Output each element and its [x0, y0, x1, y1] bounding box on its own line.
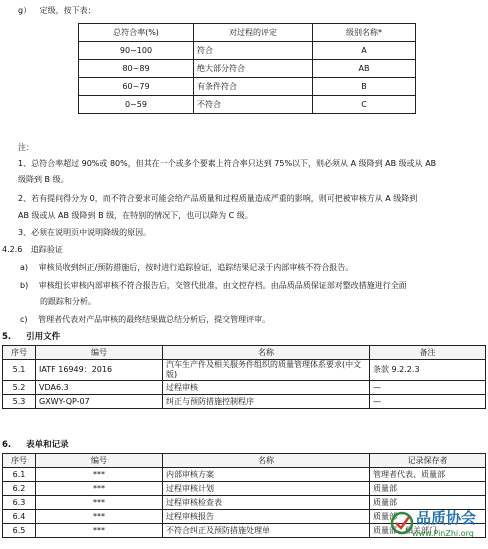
grading-intro — [18, 6, 96, 16]
rec-cell: 质量部 — [370, 482, 486, 496]
rec-cell: 质量部 — [370, 496, 486, 510]
ref-cell: — — [370, 381, 486, 395]
section-426-title: 追踪验证 — [30, 245, 63, 254]
rec-cell: 6.5 — [3, 524, 36, 538]
rec-cell: 管理者代表、质量部 — [370, 468, 486, 482]
rec-cell: *** — [36, 468, 163, 482]
rec-cell: *** — [36, 482, 163, 496]
grading-cell: 90~100 — [79, 42, 194, 60]
section-426-heading — [2, 245, 63, 255]
table-row — [3, 395, 486, 409]
table-row — [3, 468, 486, 482]
records-table-header — [3, 454, 486, 468]
grading-header-assessment: 对过程的评定 — [194, 24, 313, 42]
ref-header-no: 序号 — [3, 346, 36, 360]
section-5-title: 引用文件 — [26, 332, 61, 342]
table-row — [79, 78, 416, 96]
table-row — [79, 60, 416, 78]
grading-cell: 绝大部分符合 — [194, 60, 313, 78]
ref-cell: 过程审核 — [163, 381, 370, 395]
rec-cell: 过程审核计划 — [163, 482, 370, 496]
ref-cell: GXWY-QP-07 — [36, 395, 163, 409]
section-6-heading — [2, 440, 69, 451]
rec-cell: 内部审核方案 — [163, 468, 370, 482]
grading-header-level: 级别名称* — [313, 24, 416, 42]
table-row — [79, 42, 416, 60]
list-item — [20, 315, 270, 325]
list-item — [20, 263, 353, 273]
ref-cell: 汽车生产件及相关服务件组织的质量管理体系要求(中文版) — [163, 360, 370, 381]
grading-intro-marker: g） — [18, 6, 32, 15]
rec-header-code: 编号 — [36, 454, 163, 468]
ref-cell: — — [370, 395, 486, 409]
rec-cell: 质量部 — [370, 510, 486, 524]
rec-cell: *** — [36, 510, 163, 524]
list-text: 审核员收到纠正/预防措施后，按时进行追踪验证，追踪结果记录于内部审核不符合报告。 — [38, 263, 354, 272]
list-continuation: 的跟踪和分析。 — [40, 297, 96, 306]
ref-cell: 5.1 — [3, 360, 36, 381]
section-6-title: 表单和记录 — [26, 440, 69, 450]
rec-cell: 6.3 — [3, 496, 36, 510]
rec-cell: 6.1 — [3, 468, 36, 482]
ref-cell: 5.2 — [3, 381, 36, 395]
ref-header-remark: 备注 — [370, 346, 486, 360]
watermark-url: www.PinZhi.org — [412, 529, 474, 538]
list-marker: a) — [20, 263, 29, 272]
note-line: 级降到 B 级。 — [18, 175, 69, 184]
ref-cell: IATF 16949：2016 — [36, 360, 163, 381]
list-marker: c) — [20, 315, 28, 324]
ref-cell: VDA6.3 — [36, 381, 163, 395]
notes-title: 注： — [18, 143, 34, 152]
rec-cell: *** — [36, 524, 163, 538]
note-line: 1、总符合率超过 90%或 80%，但其在一个或多个要素上符合率只达到 75%以下，则必须从 A 级降到 AB 级或从 AB — [18, 159, 437, 168]
grading-cell: 80~89 — [79, 60, 194, 78]
ref-header-name: 名称 — [163, 346, 370, 360]
rec-header-name: 名称 — [163, 454, 370, 468]
rec-cell: 过程审核检查表 — [163, 496, 370, 510]
table-row — [3, 482, 486, 496]
ref-header-code: 编号 — [36, 346, 163, 360]
grading-cell: AB — [313, 60, 416, 78]
watermark-logo — [390, 505, 482, 545]
table-row — [3, 381, 486, 395]
list-item — [20, 281, 407, 291]
grading-cell: 60~79 — [79, 78, 194, 96]
table-row — [79, 96, 416, 114]
reference-table-header — [3, 346, 486, 360]
list-text: 审核组长审核内部审核不符合报告后，交管代批准，由文控存档。由品质品质保证部对整改措施进行全面 — [38, 281, 407, 290]
table-row — [3, 360, 486, 381]
ref-cell: 纠正与预防措施控制程序 — [163, 395, 370, 409]
rec-cell: 6.4 — [3, 510, 36, 524]
grading-cell: A — [313, 42, 416, 60]
rec-header-keeper: 记录保存者 — [370, 454, 486, 468]
note-line: 2、若有提问得分为 0，而不符合要求可能会给产品质量和过程质量造成严重的影响，则可把被审核方从 A 级降到 — [18, 194, 418, 203]
grading-cell: 有条件符合 — [194, 78, 313, 96]
reference-table — [2, 345, 486, 409]
rec-cell: 过程审核报告 — [163, 510, 370, 524]
grading-cell: 不符合 — [194, 96, 313, 114]
grading-intro-text: 定级，按下表： — [39, 6, 96, 15]
section-5-number: 5. — [2, 332, 12, 342]
grading-cell: 0~59 — [79, 96, 194, 114]
grading-header-rate: 总符合率(%) — [79, 24, 194, 42]
note-line: AB 级或从 AB 级降到 B 级，在特别的情况下，也可以降为 C 级。 — [18, 211, 253, 220]
section-426-number: 4.2.6 — [2, 245, 23, 254]
list-marker: b) — [20, 281, 29, 290]
grading-cell: 符合 — [194, 42, 313, 60]
rec-cell: 不符合纠正及预防措施处理单 — [163, 524, 370, 538]
list-text: 管理者代表对产品审核的最终结果做总结分析后，提交管理评审。 — [38, 315, 271, 324]
section-5-heading — [2, 332, 60, 343]
rec-header-no: 序号 — [3, 454, 36, 468]
section-6-number: 6. — [2, 440, 12, 450]
grading-table — [78, 23, 416, 114]
rec-cell: 6.2 — [3, 482, 36, 496]
grading-table-header — [79, 24, 416, 42]
ref-cell: 5.3 — [3, 395, 36, 409]
rec-cell: *** — [36, 496, 163, 510]
note-line: 3、必须在说明页中说明降级的原因。 — [18, 228, 152, 237]
grading-cell: B — [313, 78, 416, 96]
rec-cell: 质量部、相关部门 — [370, 524, 486, 538]
watermark-name: 品质协会 — [416, 509, 477, 527]
ref-cell: 条款 9.2.2.3 — [370, 360, 486, 381]
grading-cell: C — [313, 96, 416, 114]
